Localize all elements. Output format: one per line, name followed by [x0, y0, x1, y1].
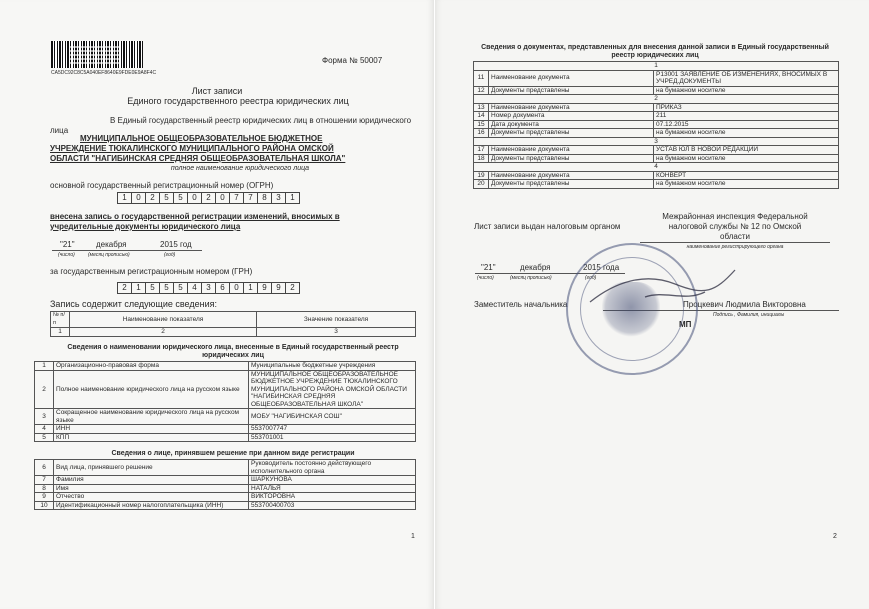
table-row — [35, 460, 416, 476]
page-number-left: 1 — [411, 533, 415, 540]
table-row — [35, 362, 416, 371]
ogrn-digit: 8 — [257, 192, 272, 204]
table-row — [474, 103, 839, 112]
date-year: 2015 год — [160, 240, 192, 249]
issue-date-day: "21" — [481, 263, 496, 272]
date-caption-year: (год) — [164, 252, 176, 258]
table-row — [35, 476, 416, 485]
row-name: Имя — [54, 484, 249, 493]
row-name: Наименование документа — [489, 146, 654, 155]
table-row — [474, 70, 839, 86]
contains-label: Запись содержит следующие сведения: — [50, 299, 217, 309]
group-number: 3 — [474, 137, 839, 146]
grn-digit: 2 — [285, 282, 300, 294]
ogrn-digit: 0 — [131, 192, 146, 204]
section-1-table — [34, 361, 416, 442]
row-num: 14 — [474, 112, 489, 121]
authority-line-3: области — [720, 232, 750, 241]
authority-underline — [640, 242, 830, 243]
row-name: Идентификационный номер налогоплательщика (ИНН) — [54, 501, 249, 510]
row-name: Документы представлены — [489, 154, 654, 163]
table-row — [35, 370, 416, 409]
row-value: на бумажном носителе — [654, 154, 839, 163]
row-value: 07.12.2015 — [654, 120, 839, 129]
row-num: 1 — [35, 362, 54, 371]
grn-digit: 5 — [173, 282, 188, 294]
ogrn-digit: 5 — [173, 192, 188, 204]
ogrn-digit: 7 — [243, 192, 258, 204]
ogrn-digit: 7 — [229, 192, 244, 204]
col-value-index: 3 — [257, 328, 416, 337]
signer-name: Процкевич Людмила Викторовна — [683, 300, 806, 309]
row-num: 17 — [474, 146, 489, 155]
table-row — [35, 484, 416, 493]
row-value: Муниципальные бюджетные учреждения — [249, 362, 416, 371]
mp-mark: МП — [679, 320, 692, 329]
doc-title-1: Сведения о документах, представленных для внесения данной записи в Единый государственный — [481, 44, 829, 51]
handwritten-signature — [585, 262, 745, 322]
ogrn-digit: 2 — [201, 192, 216, 204]
row-value: ВИКТОРОВНА — [249, 493, 416, 502]
table-row — [35, 409, 416, 425]
issued-label: Лист записи выдан налоговым органом — [474, 222, 621, 231]
page-number-right: 2 — [833, 533, 837, 540]
row-name: КПП — [54, 433, 249, 442]
table-row — [474, 154, 839, 163]
grn-digit: 1 — [131, 282, 146, 294]
row-value: МУНИЦИПАЛЬНОЕ ОБЩЕОБРАЗОВАТЕЛЬНОЕ БЮДЖЕТНОЕ УЧРЕЖДЕНИЕ ТЮКАЛИНСКОГО МУНИЦИПАЛЬНОГО РАЙОНА ОМСКОЙ ОБЛАСТИ "НАГИБИНСКАЯ СРЕДНЯЯ ОБЩЕОБРАЗОВАТЕЛЬНАЯ ШКОЛА" — [249, 370, 416, 409]
section-1-title-1: Сведения о наименовании юридического лица, внесенные в Единый государственный реестр — [67, 344, 399, 351]
col-name-index: 2 — [70, 328, 257, 337]
doc-title-2: реестр юридических лиц — [611, 52, 699, 59]
row-name: Отчество — [54, 493, 249, 502]
row-name: Полное наименование юридического лица на русском языке — [54, 370, 249, 409]
row-name: Вид лица, принявшего решение — [54, 460, 249, 476]
position-label: Заместитель начальника — [474, 300, 568, 309]
row-value: Руководитель постоянно действующего исполнительного органа — [249, 460, 416, 476]
grn-cells — [118, 282, 300, 294]
row-num: 9 — [35, 493, 54, 502]
row-value: на бумажном носителе — [654, 129, 839, 138]
grn-digit: 9 — [271, 282, 286, 294]
authority-line-1: Межрайонная инспекция Федеральной — [662, 212, 808, 221]
row-num: 2 — [35, 370, 54, 409]
group-number: 2 — [474, 95, 839, 104]
table-row — [474, 86, 839, 95]
ogrn-digit: 0 — [215, 192, 230, 204]
authority-line-2: налоговой службы № 12 по Омской — [668, 222, 802, 231]
row-num: 10 — [35, 501, 54, 510]
grn-digit: 0 — [229, 282, 244, 294]
ogrn-cells — [118, 192, 300, 204]
section-1-title-2: юридических лиц — [202, 352, 264, 359]
table-row — [474, 120, 839, 129]
row-num: 6 — [35, 460, 54, 476]
table-row — [474, 180, 839, 189]
issue-date-year: 2015 года — [583, 263, 620, 272]
documents-table — [473, 61, 839, 189]
date-caption-day: (число) — [58, 252, 75, 258]
row-name: Наименование документа — [489, 103, 654, 112]
row-value: КОНВЕРТ — [654, 171, 839, 180]
group-number: 4 — [474, 163, 839, 172]
table-row — [474, 146, 839, 155]
table-row — [35, 425, 416, 434]
header-table — [50, 311, 416, 337]
row-name: Номер документа — [489, 112, 654, 121]
col-name-header: Наименование показателя — [70, 312, 257, 328]
row-num: 11 — [474, 70, 489, 86]
ogrn-digit: 3 — [271, 192, 286, 204]
issue-date-caption-day: (число) — [477, 275, 494, 281]
grn-digit: 3 — [201, 282, 216, 294]
grn-digit: 6 — [215, 282, 230, 294]
barcode-caption: CA5DC92C8C5A040EF8640E9FDE0E9A8F4C — [51, 70, 157, 76]
row-name: Наименование документа — [489, 70, 654, 86]
row-num: 4 — [35, 425, 54, 434]
ogrn-digit: 0 — [187, 192, 202, 204]
ogrn-digit: 1 — [117, 192, 132, 204]
form-number: Форма № 50007 — [322, 56, 383, 65]
table-row — [35, 433, 416, 442]
row-num: 7 — [35, 476, 54, 485]
row-name: Документы представлены — [489, 180, 654, 189]
section-2-table — [34, 459, 416, 510]
row-num: 3 — [35, 409, 54, 425]
grn-digit: 1 — [243, 282, 258, 294]
row-name: Дата документа — [489, 120, 654, 129]
row-name: Организационно-правовая форма — [54, 362, 249, 371]
row-name: Наименование документа — [489, 171, 654, 180]
ogrn-label: основной государственный регистрационный номер (ОГРН) — [50, 181, 274, 190]
entry-line-1: внесена запись о государственной регистрации изменений, вносимых в — [50, 212, 340, 221]
issue-date-month: декабря — [520, 263, 551, 272]
section-2-title: Сведения о лице, принявшем решение при данном виде регистрации — [111, 450, 355, 457]
table-row — [474, 112, 839, 121]
grn-digit: 5 — [159, 282, 174, 294]
org-name-caption: полное наименование юридического лица — [170, 165, 310, 172]
row-value: на бумажном носителе — [654, 180, 839, 189]
row-num: 12 — [474, 86, 489, 95]
row-value: 553701001 — [249, 433, 416, 442]
row-value: на бумажном носителе — [654, 86, 839, 95]
row-value: ШАРКУНОВА — [249, 476, 416, 485]
grn-digit: 2 — [117, 282, 132, 294]
table-row — [35, 501, 416, 510]
grn-digit: 5 — [145, 282, 160, 294]
org-name-line-2: УЧРЕЖДЕНИЕ ТЮКАЛИНСКОГО МУНИЦИПАЛЬНОГО РАЙОНА ОМСКОЙ — [50, 144, 334, 153]
org-name-line-1: МУНИЦИПАЛЬНОЕ ОБЩЕОБРАЗОВАТЕЛЬНОЕ БЮДЖЕТНОЕ — [80, 134, 323, 143]
row-value: 211 — [654, 112, 839, 121]
date-caption-month: (месяц прописью) — [88, 252, 130, 258]
grn-digit: 9 — [257, 282, 272, 294]
intro-line-2: лица — [50, 126, 69, 135]
date-month: декабря — [96, 240, 127, 249]
row-num: 20 — [474, 180, 489, 189]
intro-line-1: В Единый государственный реестр юридических лиц в отношении юридического — [110, 116, 412, 125]
col-num-index: 1 — [51, 328, 70, 337]
issue-date-caption-month: (месяц прописью) — [510, 275, 552, 281]
page-left — [0, 0, 434, 609]
row-num: 15 — [474, 120, 489, 129]
table-row — [35, 493, 416, 502]
entry-line-2: учредительные документы юридического лица — [50, 222, 241, 231]
org-name-line-3: ОБЛАСТИ "НАГИБИНСКАЯ СРЕДНЯЯ ОБЩЕОБРАЗОВАТЕЛЬНАЯ ШКОЛА" — [50, 154, 346, 163]
table-row — [474, 129, 839, 138]
issue-date-caption-year: (год) — [585, 275, 597, 281]
row-num: 13 — [474, 103, 489, 112]
authority-caption: наименование регистрирующего органа — [686, 244, 784, 250]
row-value: МОБУ "НАГИБИНСКАЯ СОШ" — [249, 409, 416, 425]
row-name: Документы представлены — [489, 129, 654, 138]
grn-label: за государственным регистрационным номером (ГРН) — [50, 267, 253, 276]
row-num: 5 — [35, 433, 54, 442]
ogrn-digit: 2 — [145, 192, 160, 204]
group-number: 1 — [474, 62, 839, 71]
row-num: 8 — [35, 484, 54, 493]
row-num: 18 — [474, 154, 489, 163]
date-day: "21" — [60, 240, 75, 249]
title-line-2: Единого государственного реестра юридических лиц — [127, 96, 349, 106]
ogrn-digit: 5 — [159, 192, 174, 204]
row-value: УСТАВ ЮЛ В НОВОЙ РЕДАКЦИИ — [654, 146, 839, 155]
row-value: НАТАЛЬЯ — [249, 484, 416, 493]
date-underline — [52, 250, 202, 251]
row-name: Сокращенное наименование юридического лица на русском языке — [54, 409, 249, 425]
row-name: Документы представлены — [489, 86, 654, 95]
row-value: ПРИКАЗ — [654, 103, 839, 112]
row-name: ИНН — [54, 425, 249, 434]
row-num: 19 — [474, 171, 489, 180]
title-line-1: Лист записи — [191, 86, 243, 96]
grn-digit: 4 — [187, 282, 202, 294]
signer-caption: Подпись , Фамилия, инициалы — [713, 312, 785, 318]
table-row — [474, 171, 839, 180]
row-num: 16 — [474, 129, 489, 138]
ogrn-digit: 1 — [285, 192, 300, 204]
row-value: Р13001 ЗАЯВЛЕНИЕ ОБ ИЗМЕНЕНИЯХ, ВНОСИМЫХ В УЧРЕД.ДОКУМЕНТЫ — [654, 70, 839, 86]
barcode — [51, 41, 143, 68]
row-name: Фамилия — [54, 476, 249, 485]
col-num-header: № п/п — [51, 312, 70, 328]
col-value-header: Значение показателя — [257, 312, 416, 328]
row-value: 553700400703 — [249, 501, 416, 510]
row-value: 5537007747 — [249, 425, 416, 434]
